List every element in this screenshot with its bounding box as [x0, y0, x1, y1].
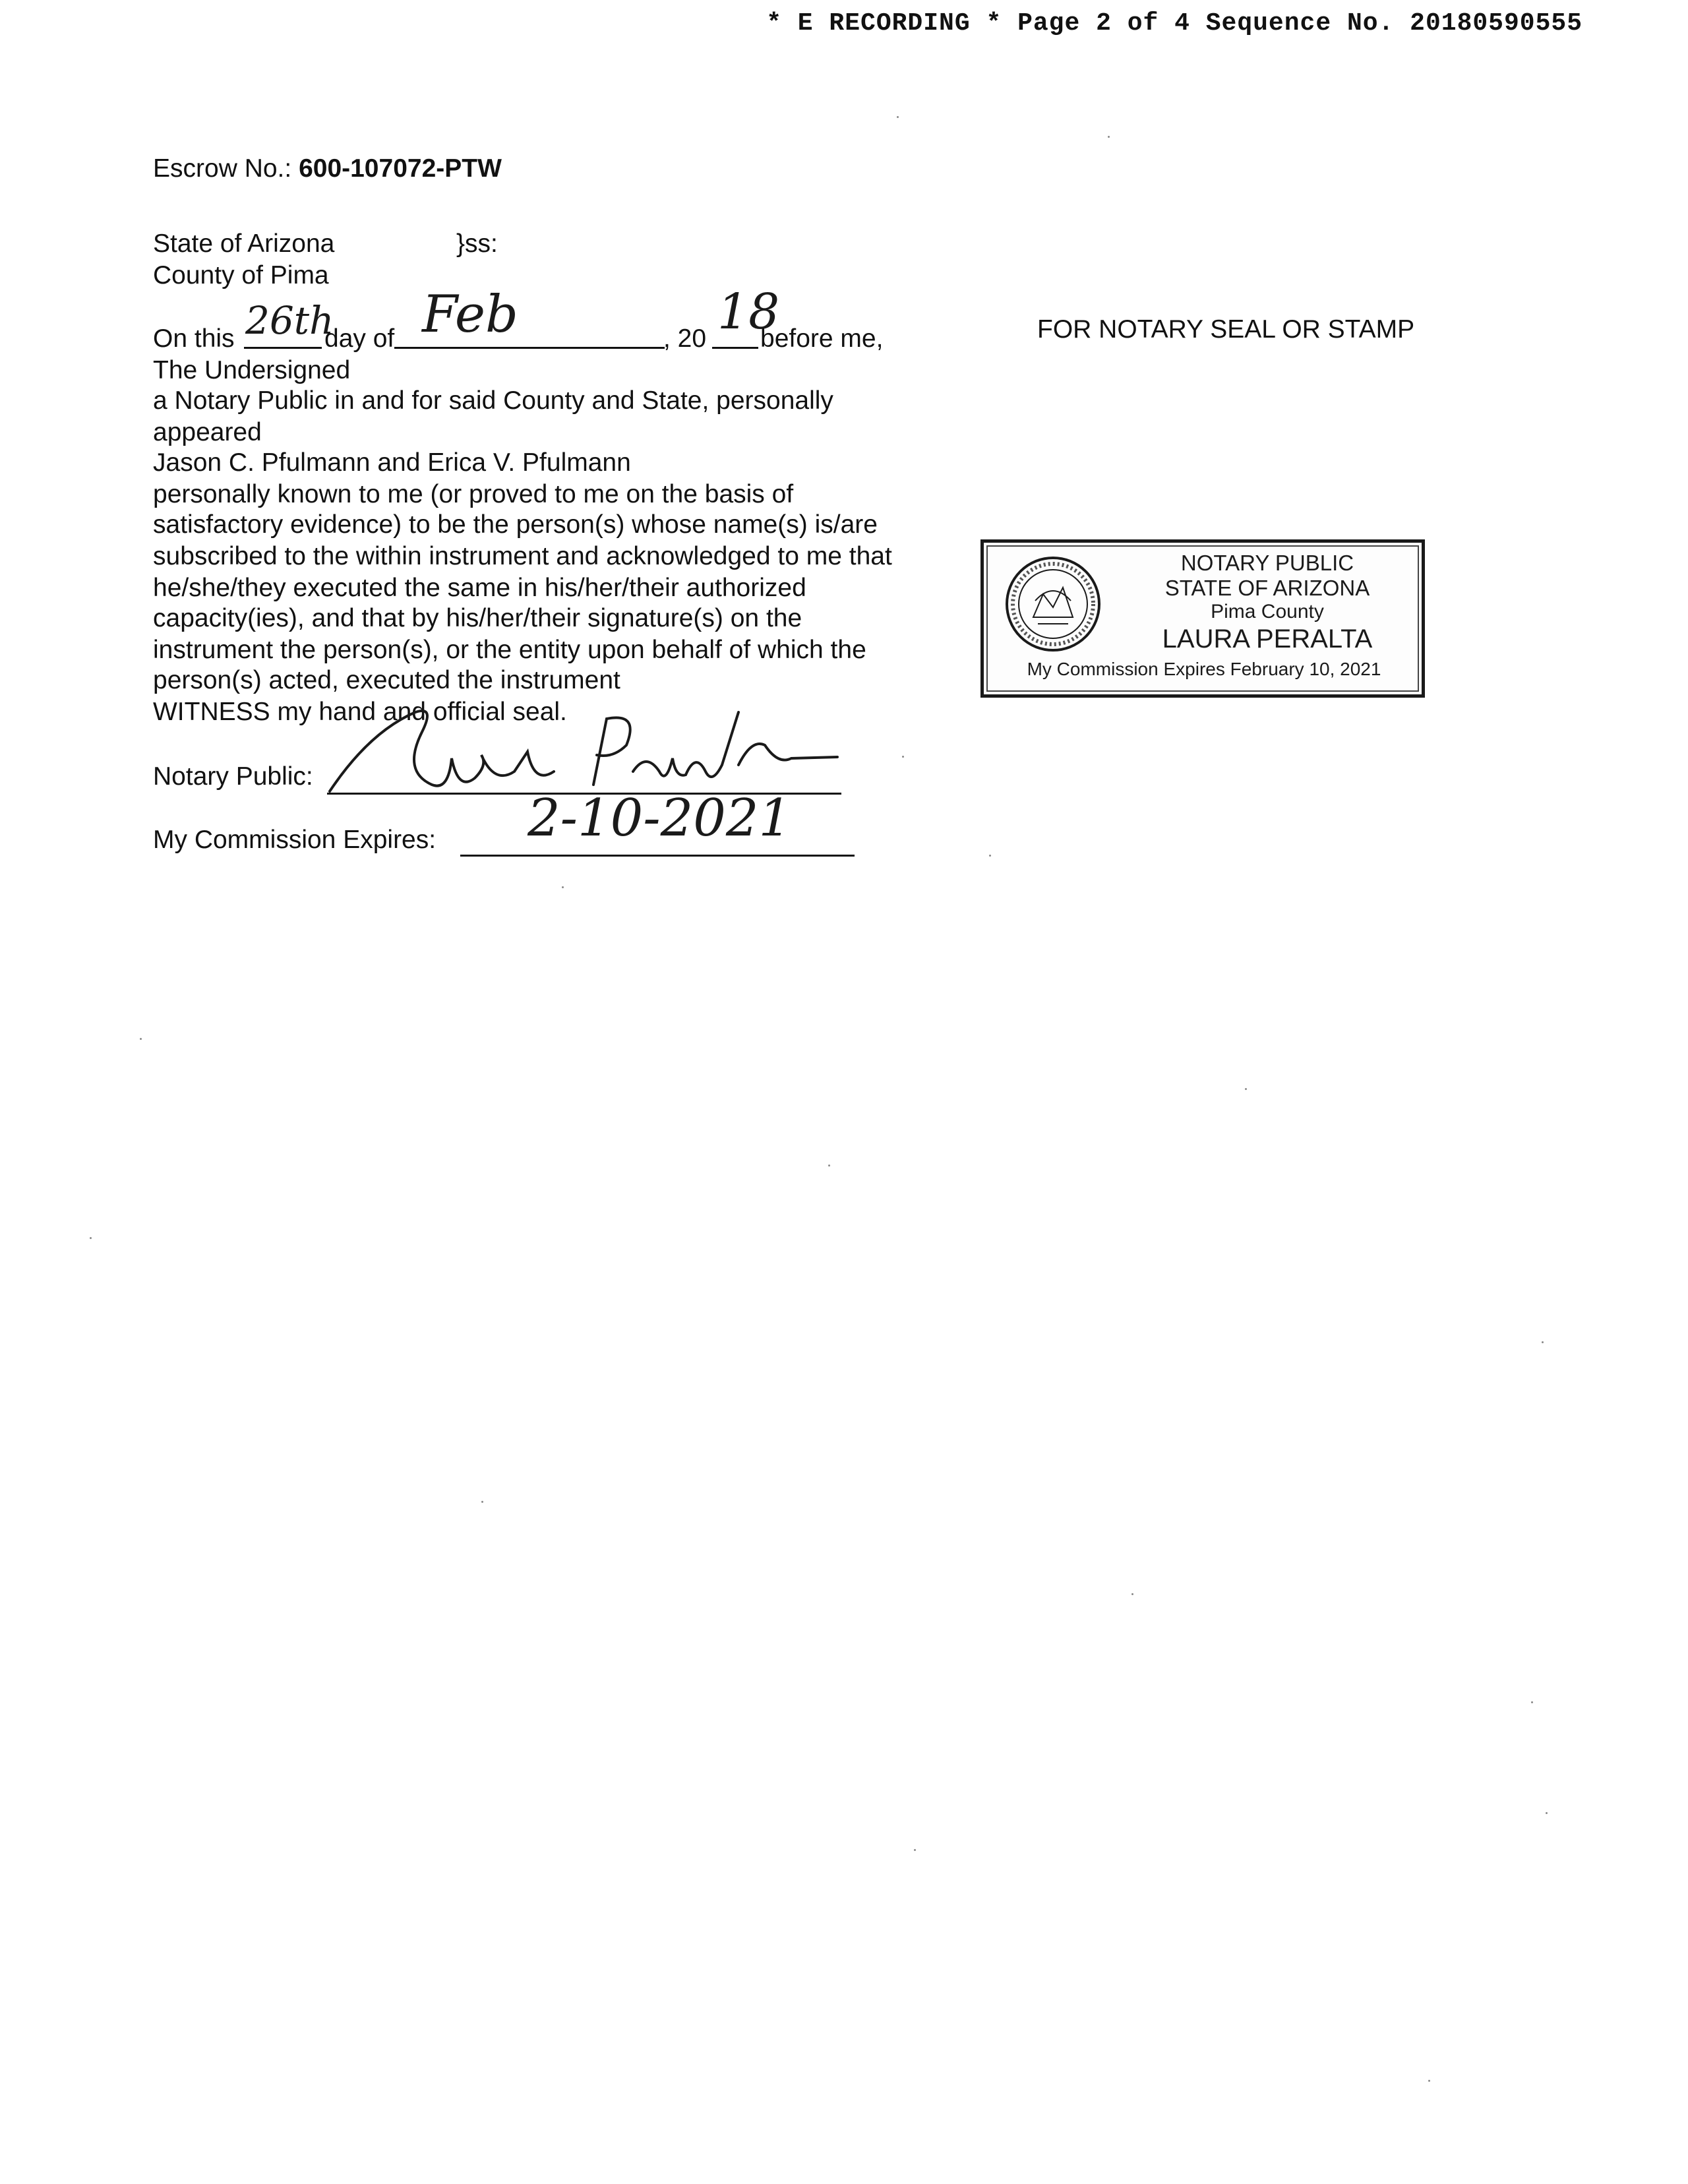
ack-line: The Undersigned: [153, 356, 351, 384]
handwritten-signature: [316, 692, 844, 804]
scan-speck: [1131, 1593, 1133, 1595]
day-of-label: day of: [324, 324, 395, 353]
ack-line: he/she/they executed the same in his/her/their authorized: [153, 574, 806, 602]
seal-area-label: FOR NOTARY SEAL OR STAMP: [1037, 315, 1415, 344]
before-me-label: before me,: [760, 324, 884, 353]
stamp-notary-name: LAURA PERALTA: [1162, 624, 1373, 653]
commission-label: My Commission Expires:: [153, 826, 437, 854]
ack-line-names: Jason C. Pfulmann and Erica V. Pfulmann: [153, 448, 631, 477]
ack-line: a Notary Public in and for said County and State, personally: [153, 386, 833, 415]
ack-line: instrument the person(s), or the entity upon behalf of which the: [153, 636, 866, 664]
on-this-label: On this: [153, 324, 235, 353]
scan-speck: [914, 1849, 916, 1851]
ack-line: appeared: [153, 418, 262, 446]
escrow-label: Escrow No.:: [153, 154, 292, 183]
stamp-state: STATE OF ARIZONA: [1164, 576, 1370, 600]
scan-speck: [1542, 1341, 1544, 1343]
witness-line: WITNESS my hand and official seal.: [153, 698, 567, 726]
handwritten-year: 18: [717, 284, 780, 340]
scan-speck: [1108, 136, 1110, 138]
stamp-county: Pima County: [1211, 601, 1324, 622]
ack-line: capacity(ies), and that by his/her/their signature(s) on the: [153, 604, 802, 632]
handwritten-month: Feb: [422, 285, 518, 344]
ack-line: person(s) acted, executed the instrument: [153, 666, 620, 694]
notary-stamp: [980, 539, 1425, 698]
recording-header: * E RECORDING * Page 2 of 4 Sequence No. 20180590555: [766, 9, 1582, 38]
venue-county: County of Pima: [153, 261, 329, 289]
escrow-line: [153, 153, 502, 184]
state-seal-icon: [1004, 555, 1102, 653]
scan-speck: [989, 855, 991, 857]
handwritten-expiry: 2-10-2021: [528, 789, 792, 848]
handwritten-day: 26th: [245, 298, 334, 343]
ack-line: subscribed to the within instrument and acknowledged to me that: [153, 542, 892, 570]
notary-public-label: Notary Public:: [153, 762, 313, 791]
scan-speck: [1245, 1088, 1247, 1090]
scan-speck: [562, 886, 564, 888]
scan-speck: [897, 116, 899, 118]
scan-speck: [1546, 1812, 1548, 1814]
venue-ss: }ss:: [456, 229, 498, 258]
scan-speck: [1531, 1701, 1533, 1703]
scan-speck: [90, 1237, 92, 1239]
stamp-expires: My Commission Expires February 10, 2021: [1027, 659, 1381, 679]
venue-state: State of Arizona: [153, 229, 335, 258]
ack-line: personally known to me (or proved to me on the basis of: [153, 480, 794, 508]
scan-speck: [140, 1038, 142, 1040]
scan-speck: [902, 756, 904, 758]
scan-speck: [828, 1165, 830, 1167]
ack-line: satisfactory evidence) to be the person(s) whose name(s) is/are: [153, 510, 878, 539]
year-prefix: , 20: [663, 324, 707, 353]
scan-speck: [1428, 2080, 1430, 2082]
stamp-title: NOTARY PUBLIC: [1180, 551, 1354, 575]
escrow-number: 600-107072-PTW: [299, 154, 502, 183]
scan-speck: [481, 1501, 483, 1503]
